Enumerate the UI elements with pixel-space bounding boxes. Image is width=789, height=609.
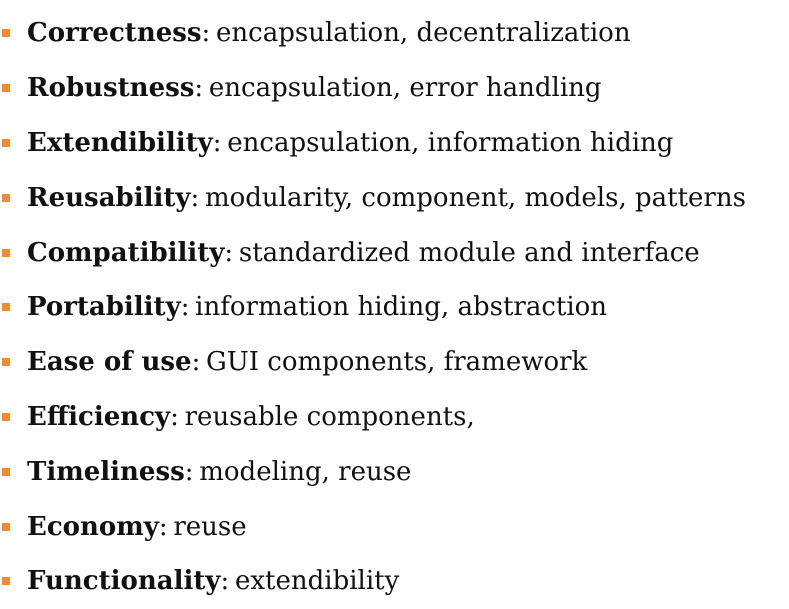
square-bullet-icon [2, 29, 10, 37]
bullet-separator: : [191, 347, 201, 378]
bullet-separator: : [194, 73, 204, 104]
bullet-term: Robustness [27, 73, 195, 104]
bullet-item-compatibility [0, 225, 789, 280]
square-bullet-icon [2, 84, 10, 92]
bullet-description: reusable components, [184, 401, 475, 432]
bullet-term: Compatibility [27, 237, 225, 268]
bullet-description: encapsulation, decentralization [216, 18, 631, 49]
bullet-term: Ease of use [27, 347, 192, 378]
bullet-separator: : [158, 511, 168, 542]
square-bullet-icon [2, 577, 10, 585]
square-bullet-icon [2, 523, 10, 531]
bullet-description: GUI components, framework [206, 347, 588, 378]
square-bullet-icon [2, 468, 10, 476]
bullet-term: Reusability [27, 182, 191, 213]
bullet-description: reuse [173, 511, 247, 542]
bullet-description: modularity, component, models, patterns [204, 182, 746, 213]
square-bullet-icon [2, 139, 10, 147]
bullet-description: encapsulation, error handling [208, 73, 602, 104]
square-bullet-icon [2, 358, 10, 366]
bullet-description: modeling, reuse [199, 456, 412, 487]
bullet-term: Efficiency [27, 401, 171, 432]
bullet-description: encapsulation, information hiding [227, 127, 674, 158]
bullet-term: Extendibility [27, 127, 213, 158]
bullet-item-reusability [0, 170, 789, 225]
bullet-item-economy [0, 499, 789, 554]
bullet-separator: : [201, 18, 211, 49]
bullet-list [0, 6, 789, 609]
square-bullet-icon [2, 303, 10, 311]
bullet-separator: : [180, 292, 190, 323]
bullet-term: Timeliness [27, 456, 185, 487]
square-bullet-icon [2, 194, 10, 202]
bullet-term: Correctness [27, 18, 202, 49]
bullet-item-extendibility [0, 116, 789, 171]
bullet-item-efficiency [0, 390, 789, 445]
bullet-item-robustness [0, 61, 789, 116]
bullet-term: Economy [27, 511, 159, 542]
bullet-item-timeliness [0, 444, 789, 499]
bullet-description: information hiding, abstraction [195, 292, 608, 323]
bullet-separator: : [220, 566, 230, 597]
bullet-description: extendibility [234, 566, 400, 597]
bullet-description: standardized module and interface [238, 237, 700, 268]
square-bullet-icon [2, 413, 10, 421]
bullet-separator: : [190, 182, 200, 213]
bullet-item-portability [0, 280, 789, 335]
bullet-separator: : [184, 456, 194, 487]
bullet-item-ease-of-use [0, 335, 789, 390]
bullet-separator: : [224, 237, 234, 268]
bullet-term: Portability [27, 292, 181, 323]
square-bullet-icon [2, 249, 10, 257]
bullet-term: Functionality [27, 566, 221, 597]
bullet-separator: : [212, 127, 222, 158]
bullet-item-correctness [0, 6, 789, 61]
bullet-separator: : [170, 401, 179, 432]
